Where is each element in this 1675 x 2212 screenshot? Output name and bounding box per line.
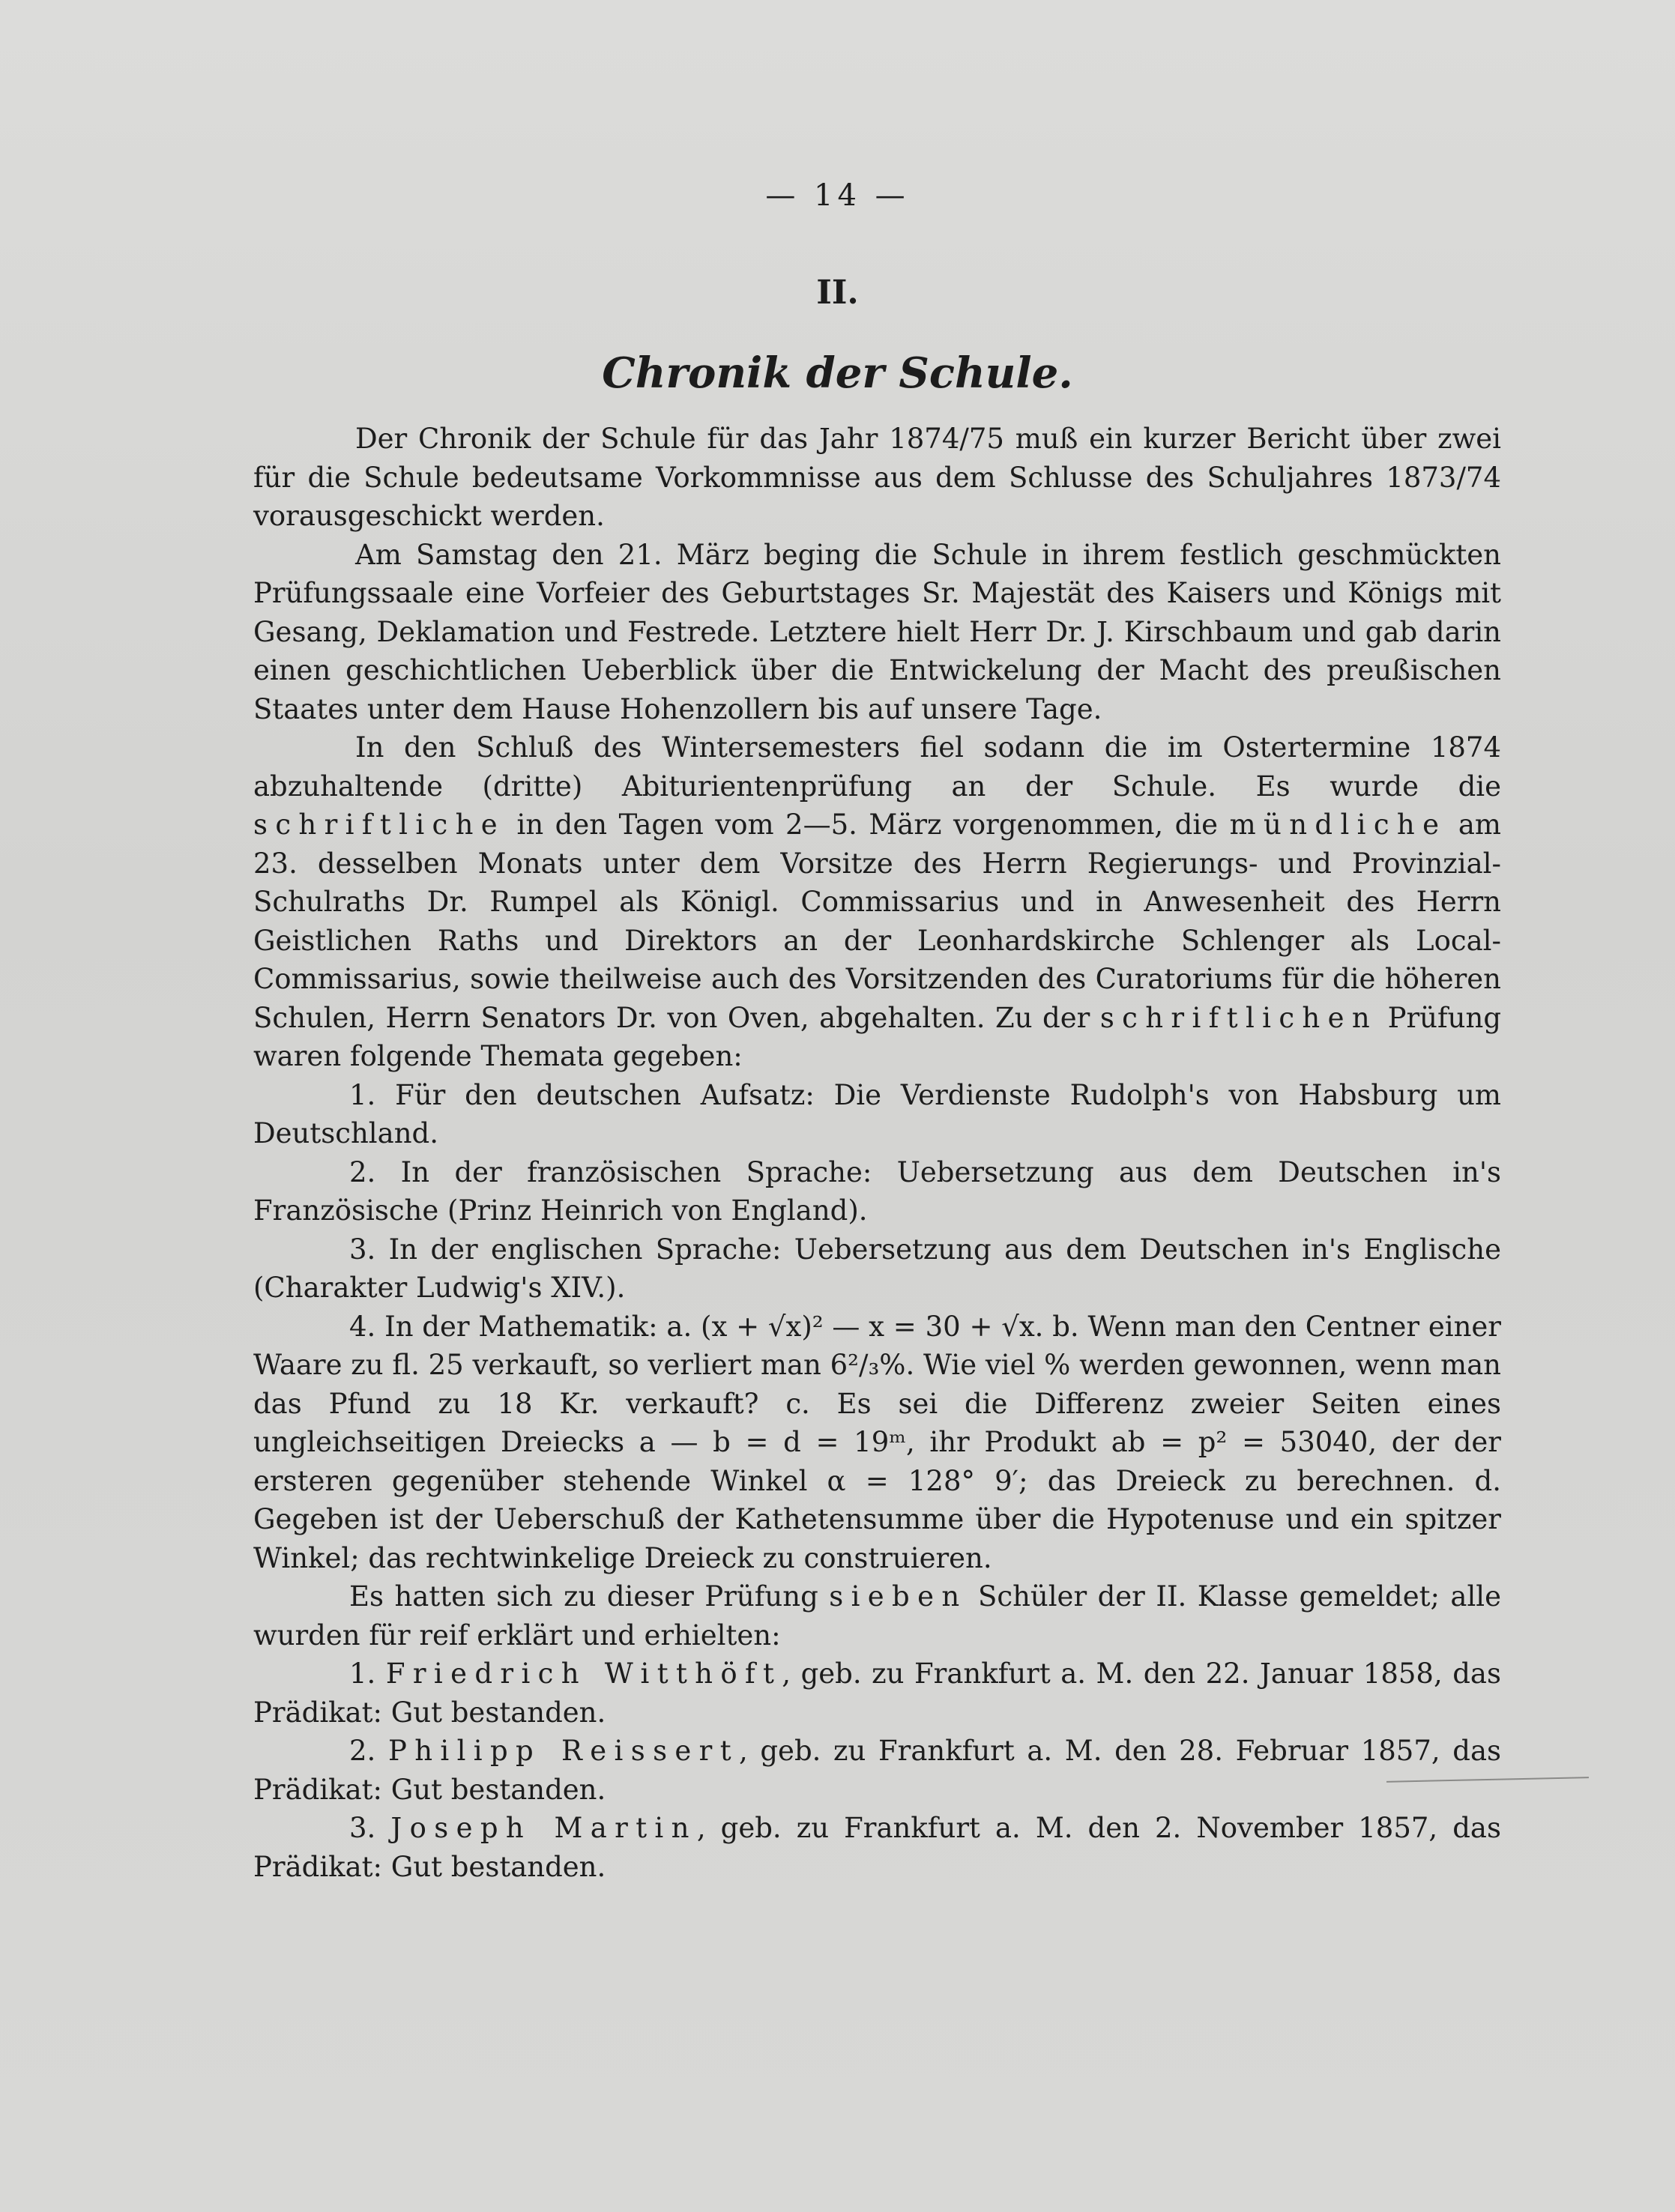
exam-spaced-written2: schriftlichen (1099, 1001, 1378, 1034)
student-item: 1. Friedrich Witthöft, geb. zu Frankfurt a. M. den 22. Januar 1858, das Prädikat: Gut bestanden. (253, 1658, 1501, 1729)
paragraph-birthday: Am Samstag den 21. März beging die Schule in ihrem festlich geschmückten Prüfungssaale eine Vorfeier des Geburtstages Sr. Majestät des Kaisers und Königs mit Gesang, Deklamation und Festrede. Letztere hielt Herr Dr. J. Kirschbaum und gab darin einen geschichtlichen Ueberblick über die Entwickelung der Macht des preußischen Staates unter dem Hause Hohenzollern bis auf unsere Tage. (253, 538, 1501, 725)
section-number: II. (816, 274, 859, 312)
exam-spaced-written: schriftliche (253, 809, 506, 841)
student-name: Joseph Martin (390, 1812, 697, 1844)
result-text-b: Schüler der II. Klasse gemeldet; alle wurden für reif erklärt und erhielten: (253, 1580, 1502, 1652)
result-text-a: Es hatten sich zu dieser Prüfung (349, 1580, 818, 1613)
paragraph-exam (253, 728, 1501, 1076)
page-title: Chronik der Schule. (602, 348, 1073, 398)
exam-spaced-oral: mündliche (1229, 809, 1447, 841)
exam-text-d: Prüfung waren folgende Themata gegeben: (253, 1001, 1502, 1072)
result-spaced: sieben (829, 1580, 968, 1613)
student-item: 2. Philipp Reissert, geb. zu Frankfurt a. M. den 28. Februar 1857, das Prädikat: Gut bestanden. (253, 1735, 1502, 1806)
student-name: Philipp Reissert (387, 1735, 739, 1767)
body-text (253, 420, 1501, 1886)
student-item: 3. Joseph Martin, geb. zu Frankfurt a. M. den 2. November 1857, das Prädikat: Gut bestanden. (253, 1812, 1501, 1883)
exam-text-a: In den Schluß des Wintersemesters fiel sodann die im Ostertermine 1874 abzuhaltende (dritte) Abiturientenprüfung an der Schule. Es wurde die (253, 731, 1501, 803)
exam-text-c: am 23. desselben Monats unter dem Vorsitze des Herrn Regierungs- und Provinzial-Schulraths Dr. Rumpel als Königl. Commissarius und in Anwesenheit des Herrn Geistlichen Raths und Direktors an der Leonhardskirche Schlenger als Local-Commissarius, sowie theilweise auch des Vorsitzenden des Curatoriums für die höheren Schulen, Herrn Senators Dr. von Oven, abgehalten. Zu der (253, 809, 1502, 1034)
exam-text-b: in den Tagen vom 2—5. März vorgenommen, die (516, 809, 1219, 841)
thema-item: 2. In der französischen Sprache: Uebersetzung aus dem Deutschen in's Französische (Prinz Heinrich von England). (253, 1155, 1501, 1227)
thema-item: 1. Für den deutschen Aufsatz: Die Verdienste Rudolph's von Habsburg um Deutschland. (253, 1078, 1501, 1149)
thema-item: 3. In der englischen Sprache: Uebersetzung aus dem Deutschen in's Englische (Charakter Ludwig's XIV.). (253, 1233, 1501, 1304)
paragraph-result (253, 1577, 1501, 1655)
paragraph-intro: Der Chronik der Schule für das Jahr 1874/75 muß ein kurzer Bericht über zwei für die Schule bedeutsame Vorkommnisse aus dem Schlusse des Schuljahres 1873/74 vorausgeschickt werden. (253, 423, 1501, 532)
page-number: — 14 — (765, 178, 910, 213)
thema-item: 4. In der Mathematik: a. (x + √x)² — x = 30 + √x. b. Wenn man den Centner einer Waare zu fl. 25 verkauft, so verliert man 6²/₃%. Wie viel % werden gewonnen, wenn man das Pfund zu 18 Kr. verkauft? c. Es sei die Differenz zweier Seiten eines ungleichseitigen Dreiecks a — b = d = 19ᵐ, ihr Produkt ab = p² = 53040, der der ersteren gegenüber stehende Winkel α = 128° 9′; das Dreieck zu berechnen. d. Gegeben ist der Ueberschuß der Kathetensumme über die Hypotenuse und ein spitzer Winkel; das rechtwinkelige Dreieck zu construieren. (253, 1310, 1501, 1574)
student-name: Friedrich Witthöft (385, 1658, 782, 1690)
